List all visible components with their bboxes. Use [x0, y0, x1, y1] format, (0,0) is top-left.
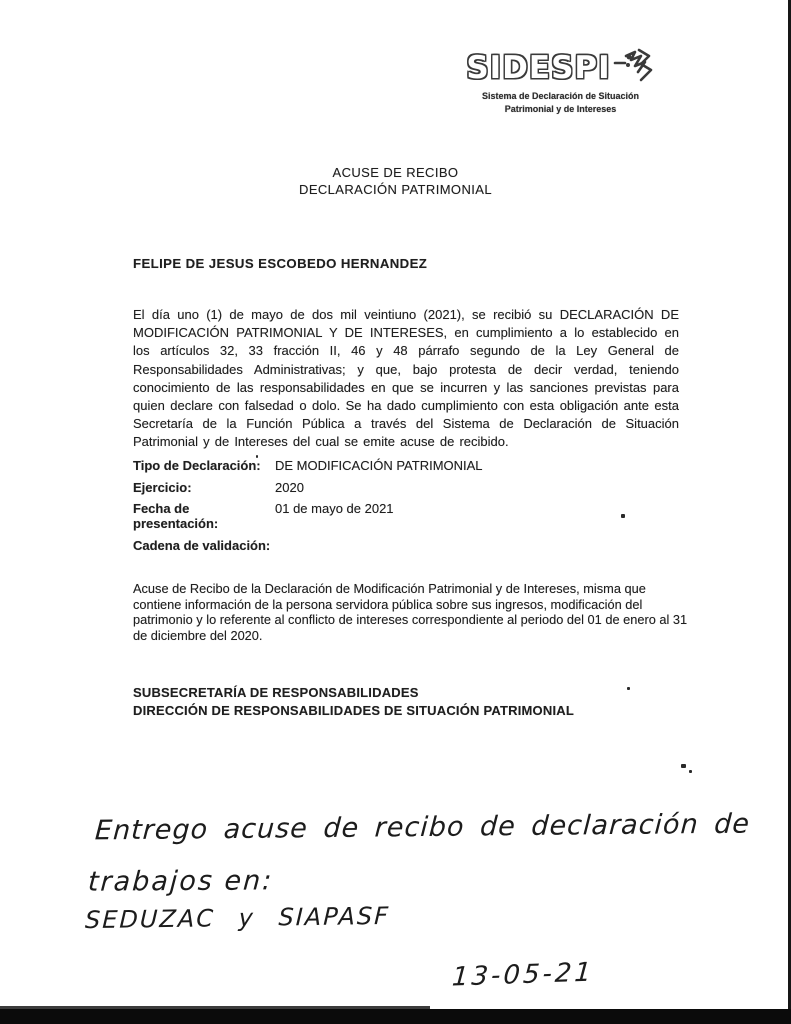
field-ejercicio: [133, 480, 613, 495]
acuse-paragraph: Acuse de Recibo de la Declaración de Modificación Patrimonial y de Intereses, misma que contiene información de la persona servidora pública sobre sus ingresos, modificación del patrimonio y lo referente al conflicto de intereses correspondiente al periodo del 01 de enero al 31 de diciembre del 2020.: [133, 581, 688, 644]
handwritten-note-line1: Entrego acuse de recibo de declaración de: [94, 808, 751, 847]
sidespi-logo-caption-line1: Sistema de Declaración de Situación: [481, 91, 640, 101]
field-tipo-de-declaracion: [133, 458, 613, 473]
sidespi-logo-caption-line2: Patrimonial y de Intereses: [504, 103, 617, 114]
scan-speck: [689, 770, 692, 773]
scan-speck: [627, 687, 630, 690]
department-line2: DIRECCIÓN DE RESPONSABILIDADES DE SITUACIÓN PATRIMONIAL: [133, 702, 574, 718]
body-paragraph: El día uno (1) de mayo de dos mil veintiuno (2021), se recibió su DECLARACIÓN DE MODIFICACIÓN PATRIMONIAL Y DE INTERESES, en cumplimiento a lo establecido en los artículos 32, 33 fracción II, 46 y 48 párrafo segundo de la Ley General de Responsabilidades Administrativas; y que, bajo protesta de decir verdad, teniendo conocimiento de las responsabilidades en que se incurren y las sanciones previstas para quien declare con falsedad o dolo. Se ha dado cumplimiento con esta obligación ante esta Secretaría de la Función Pública a través del Sistema de Declaración de Situación Patrimonial y de Intereses del cual se emite acuse de recibido.: [133, 307, 679, 450]
field-cadena-de-validacion: [133, 538, 613, 553]
scan-edge-bottom: [0, 1009, 791, 1024]
document-title: [0, 165, 791, 198]
declaration-fields: [133, 458, 613, 559]
field-fecha-de-presentacion: [133, 501, 613, 531]
field-value: DE MODIFICACIÓN PATRIMONIAL: [275, 458, 483, 473]
field-label: Tipo de Declaración:: [133, 458, 261, 473]
sidespi-logo-mark-icon: [613, 46, 655, 89]
handwritten-note-line2: trabajos en:: [87, 865, 275, 898]
document-title-line1: ACUSE DE RECIBO: [332, 165, 459, 180]
field-label: Ejercicio:: [133, 479, 192, 495]
field-label: Cadena de validación:: [133, 537, 271, 553]
document-title-line2: DECLARACIÓN PATRIMONIAL: [299, 181, 492, 197]
scan-speck: [256, 455, 258, 458]
field-label: Fecha de presentación:: [133, 501, 219, 532]
scan-speck: [681, 764, 686, 768]
handwritten-note-line3: SEDUZAC y SIAPASF: [84, 901, 391, 935]
sidespi-logo: [448, 46, 673, 114]
field-value: 2020: [275, 479, 304, 495]
handwritten-date: 13-05-21: [450, 957, 596, 993]
sidespi-logo-wordmark: SIDESPI: [466, 49, 611, 86]
field-value: 01 de mayo de 2021: [275, 501, 394, 517]
recipient-name: FELIPE DE JESUS ESCOBEDO HERNANDEZ: [133, 256, 428, 271]
department-line1: SUBSECRETARÍA DE RESPONSABILIDADES: [133, 685, 419, 700]
scan-speck: [621, 514, 625, 518]
department-block: [133, 684, 574, 719]
field-value: [273, 538, 275, 553]
